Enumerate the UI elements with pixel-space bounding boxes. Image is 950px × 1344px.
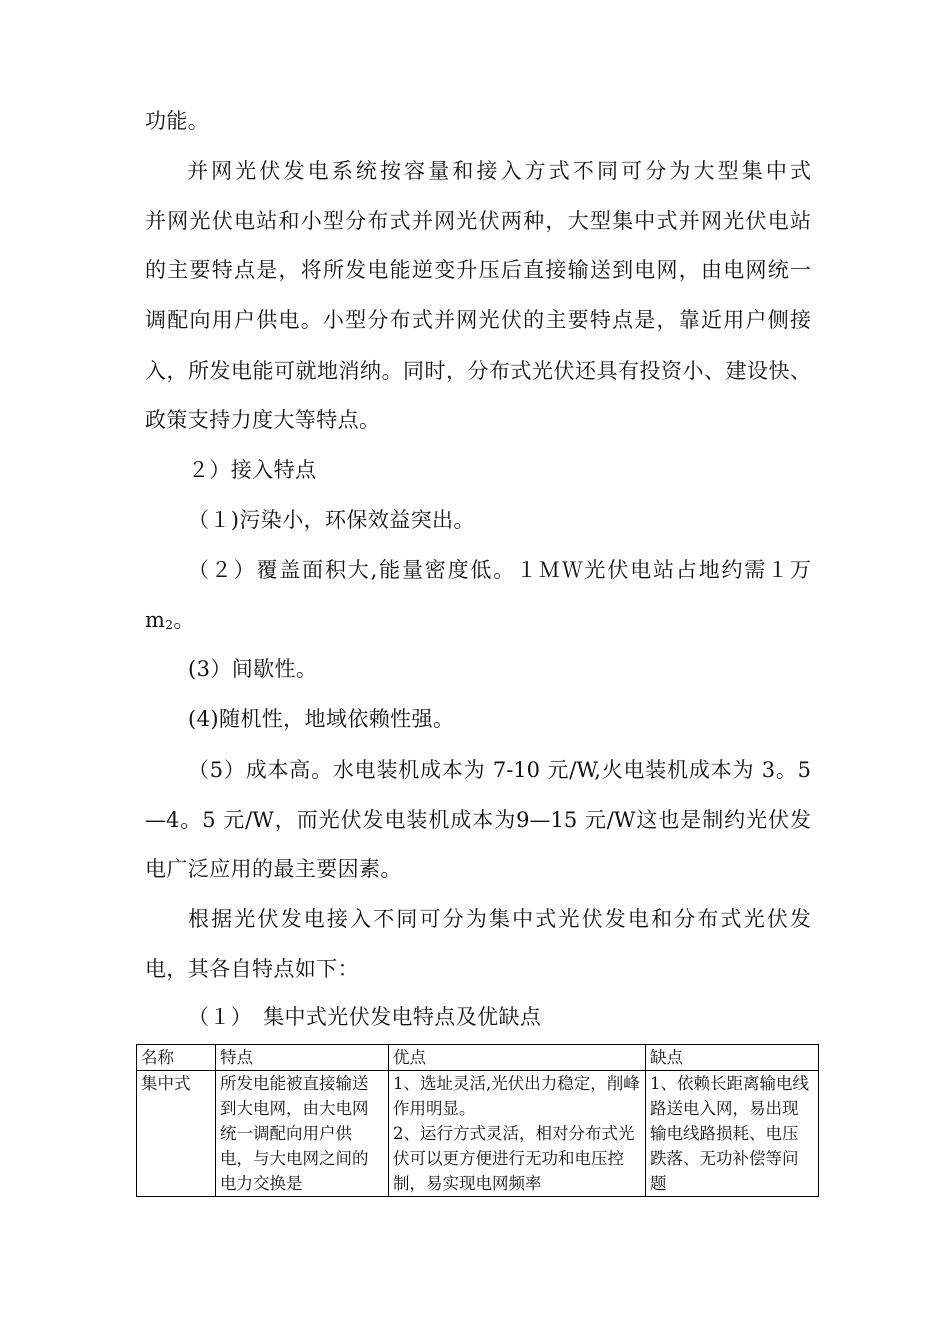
paragraph-line: 的主要特点是，将所发电能逆变升压后直接输送到电网，由电网统一 [145,258,811,282]
table-caption: （１） 集中式光伏发电特点及优缺点 [188,1005,542,1029]
section-heading: ２）接入特点 [188,458,317,482]
paragraph-line: 入，所发电能可就地消纳。同时，分布式光伏还具有投资小、建设快、 [145,359,811,383]
features-table [136,1044,819,1197]
cell-name [137,1071,216,1197]
list-item: （２）覆盖面积大,能量密度低。１ＭＷ光伏电站占地约需１万 [188,558,811,582]
cell-disadvantage [646,1071,819,1197]
cell-advantage [389,1071,646,1197]
cell-text: 所发电能被直接输送到大电网，由大电网统一调配向用户供电，与大电网之间的电力交换是 [220,1074,369,1193]
paragraph-line: 并网光伏电站和小型分布式并网光伏两种，大型集中式并网光伏电站 [145,209,811,233]
list-item: (4)随机性，地域依赖性强。 [188,707,455,731]
unit-text: m [145,608,166,632]
paragraph-line: 并网光伏发电系统按容量和接入方式不同可分为大型集中式 [187,159,811,183]
cell-text: 集中式 [141,1074,191,1093]
header-cell-advantage: 优点 [389,1045,646,1071]
list-item: (3）间歇性。 [188,657,318,681]
paragraph-line [145,606,195,637]
paragraph-line: —4。5 元/W，而光伏发电装机成本为9—15 元/W这也是制约光伏发 [145,808,811,832]
unit-suffix: 。 [173,608,195,632]
table-row [137,1071,819,1197]
paragraph-line: 政策支持力度大等特点。 [145,408,381,432]
cell-feature [216,1071,389,1197]
header-cell-feature: 特点 [216,1045,389,1071]
paragraph-line: 电，其各自特点如下： [145,957,359,981]
list-item: （5）成本高。水电装机成本为 7-10 元/W,火电装机成本为 3。5 [188,758,811,782]
paragraph-line: 根据光伏发电接入不同可分为集中式光伏发电和分布式光伏发 [188,907,811,931]
list-item: （１)污染小，环保效益突出。 [188,508,475,532]
table-header-row [137,1045,819,1071]
cell-text: 1、依赖长距离输电线路送电入网，易出现输电线路损耗、电压跌落、无功补偿等问题 [650,1074,809,1193]
header-cell-name: 名称 [137,1045,216,1071]
cell-text: 1、选址灵活,光伏出力稳定，削峰作用明显。 2、运行方式灵活，相对分布式光伏可以更方便进行无功和电压控制，易实现电网频率 [393,1074,640,1193]
paragraph-line: 电广泛应用的最主要因素。 [145,857,402,881]
header-cell-disadvantage: 缺点 [646,1045,819,1071]
paragraph-line: 功能。 [145,109,210,133]
superscript: 2 [165,618,174,632]
paragraph-line: 调配向用户供电。小型分布式并网光伏的主要特点是，靠近用户侧接 [145,308,811,332]
